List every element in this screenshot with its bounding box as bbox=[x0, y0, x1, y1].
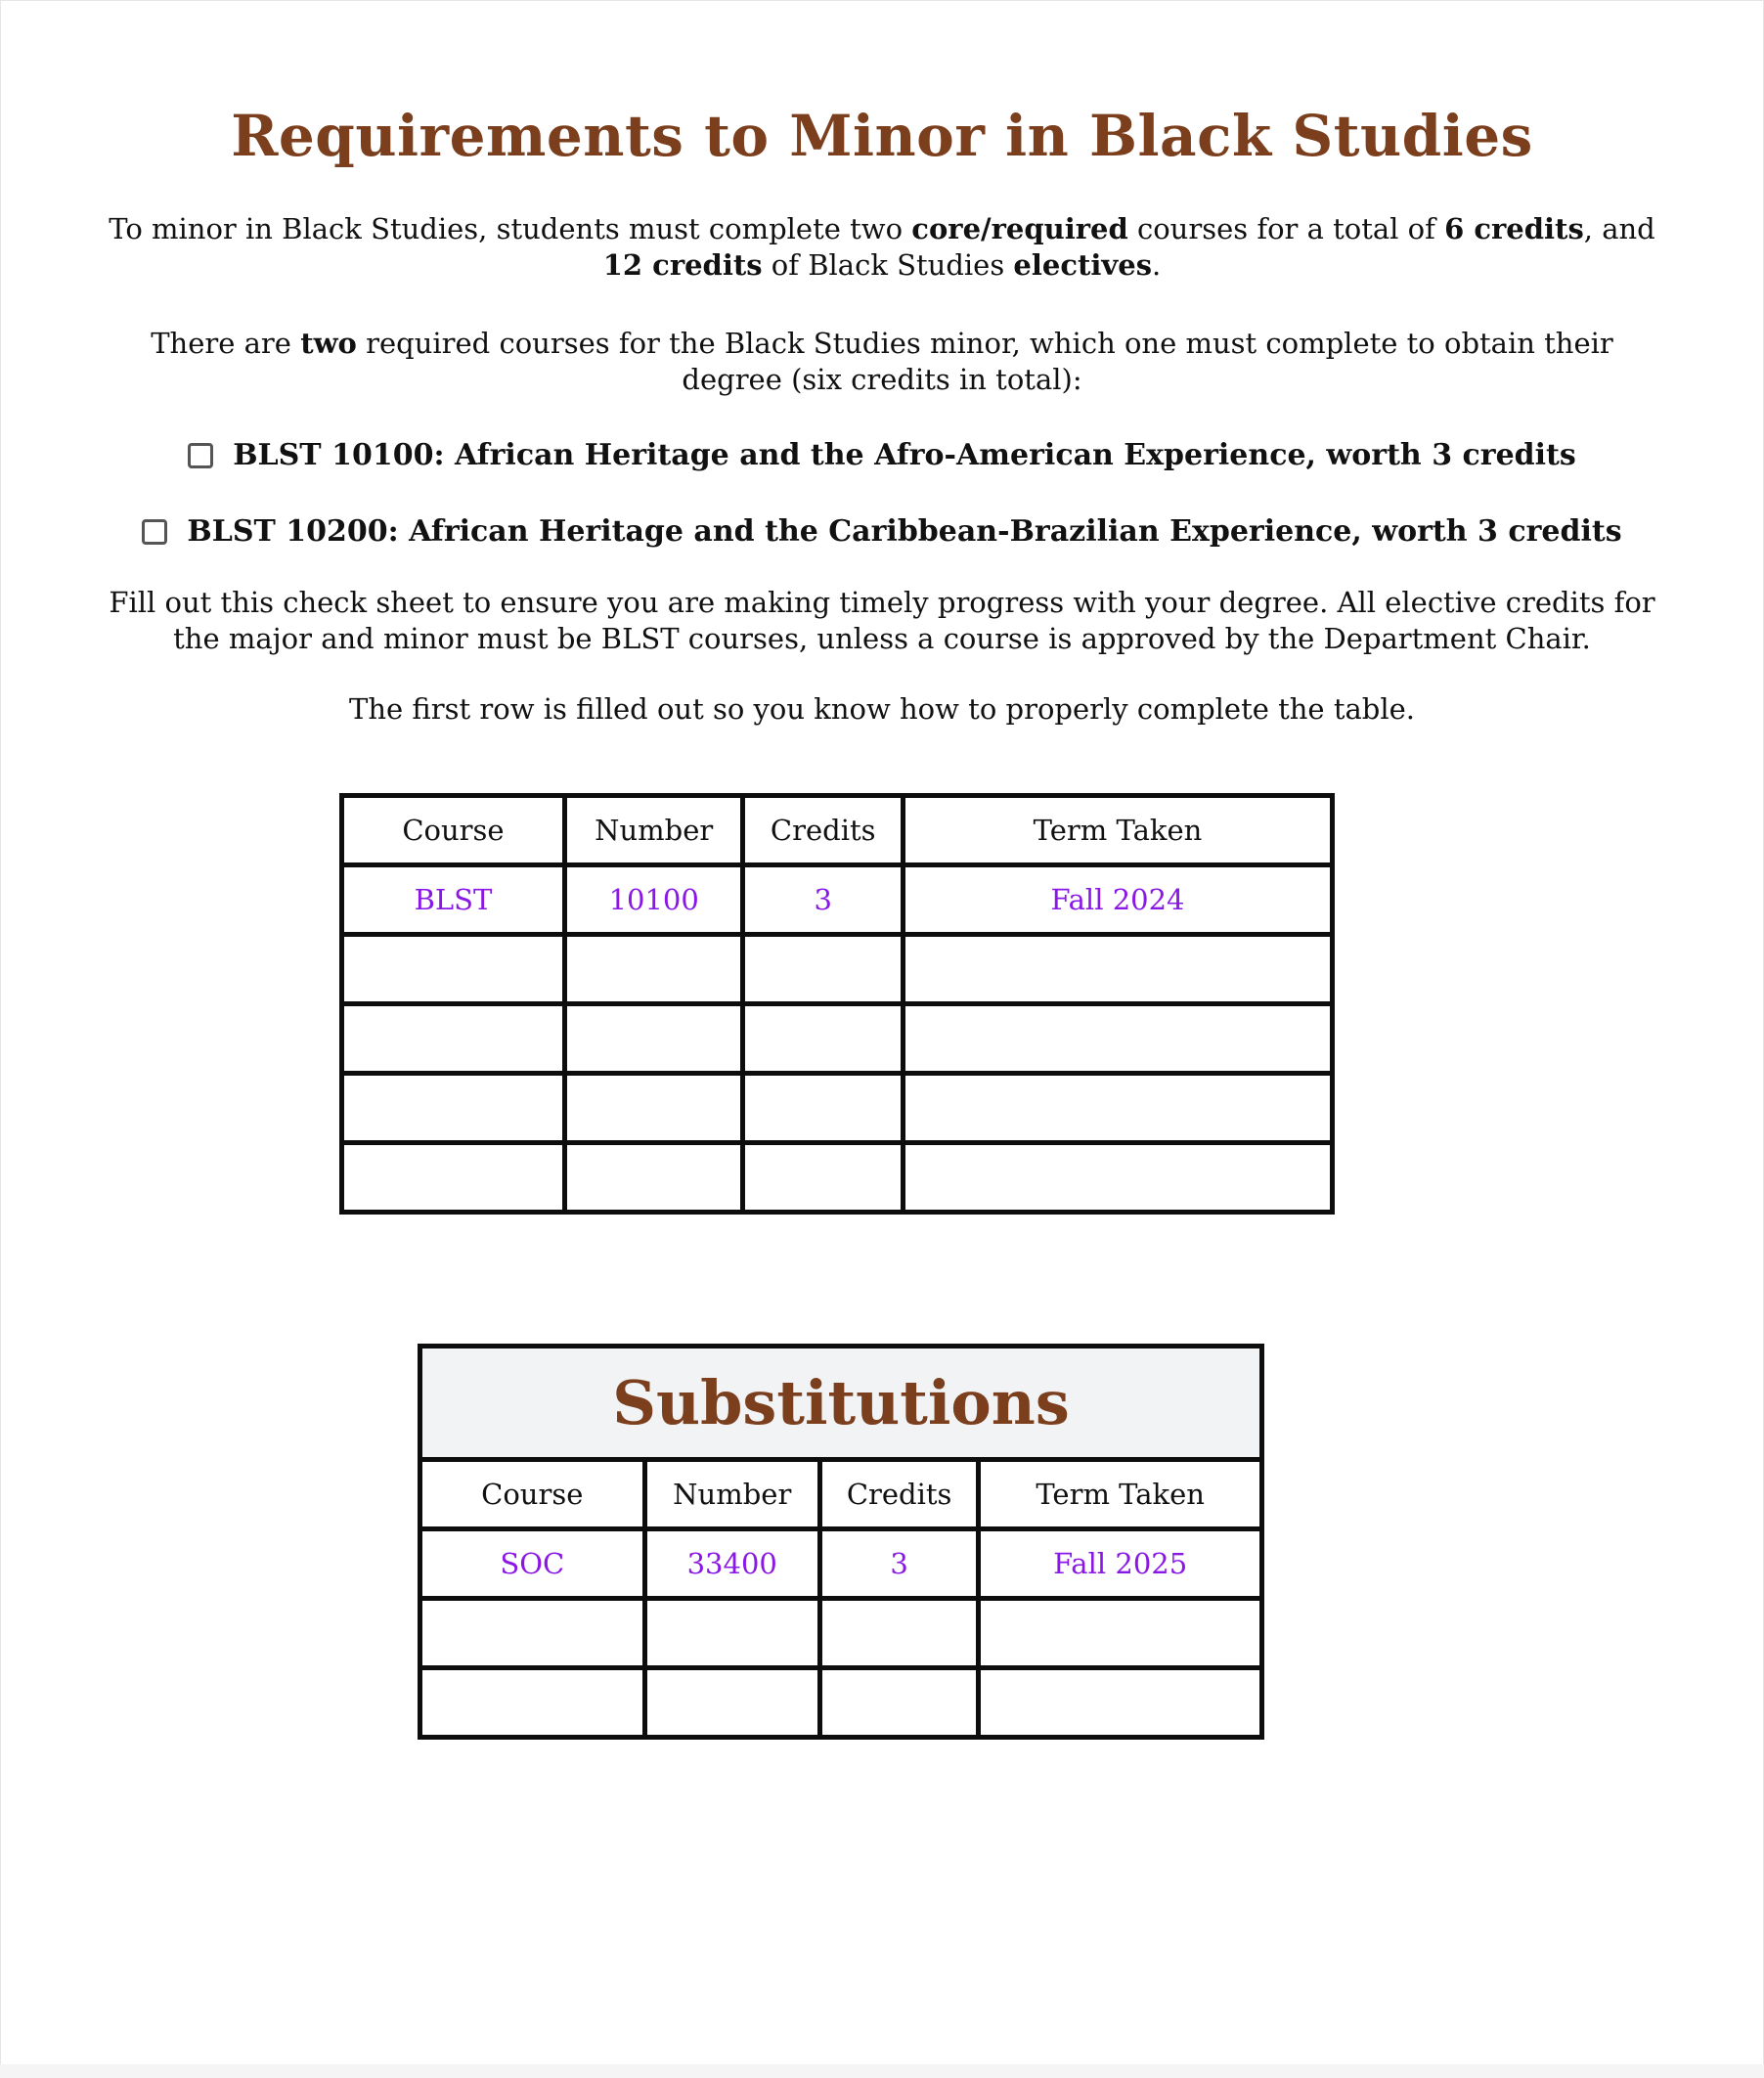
blank-cell[interactable] bbox=[564, 935, 743, 1004]
required-course-1-checkbox[interactable] bbox=[188, 443, 213, 468]
required-course-2-checkbox[interactable] bbox=[142, 519, 167, 545]
required-intro-paragraph bbox=[108, 326, 1656, 398]
subs-example-term-taken[interactable]: Fall 2025 bbox=[979, 1529, 1262, 1599]
page-title: Requirements to Minor in Black Studies bbox=[231, 103, 1533, 169]
intro-bold-core: core/required bbox=[911, 212, 1128, 245]
table-row bbox=[342, 1074, 1333, 1143]
subs-example-course[interactable]: SOC bbox=[420, 1529, 645, 1599]
table-row bbox=[420, 1668, 1262, 1738]
intro-text-1: To minor in Black Studies, students must complete two bbox=[109, 212, 912, 245]
header-term-taken: Term Taken bbox=[904, 796, 1333, 865]
required-intro-bold-two: two bbox=[300, 327, 357, 360]
table-row bbox=[342, 1004, 1333, 1074]
required-course-2-label: BLST 10200: African Heritage and the Caribbean-Brazilian Experience, worth 3 credits bbox=[187, 514, 1622, 549]
blank-cell[interactable] bbox=[420, 1599, 645, 1668]
subs-example-number[interactable]: 33400 bbox=[644, 1529, 819, 1599]
blank-cell[interactable] bbox=[743, 1074, 904, 1143]
table-row bbox=[342, 865, 1333, 935]
bottom-strip bbox=[0, 2064, 1764, 2078]
table-row bbox=[420, 1529, 1262, 1599]
substitutions-header-row bbox=[420, 1460, 1262, 1529]
intro-text-5: . bbox=[1152, 248, 1162, 282]
example-term-taken[interactable]: Fall 2024 bbox=[904, 865, 1333, 935]
blank-cell[interactable] bbox=[420, 1668, 645, 1738]
intro-text-2: courses for a total of bbox=[1127, 212, 1445, 245]
header-course: Course bbox=[342, 796, 565, 865]
header-credits: Credits bbox=[743, 796, 904, 865]
blank-cell[interactable] bbox=[904, 935, 1333, 1004]
subs-example-credits[interactable]: 3 bbox=[819, 1529, 978, 1599]
intro-bold-12-credits: 12 credits bbox=[602, 248, 763, 282]
blank-cell[interactable] bbox=[342, 935, 565, 1004]
table-row bbox=[342, 1143, 1333, 1213]
blank-cell[interactable] bbox=[743, 1143, 904, 1213]
required-course-1-label: BLST 10100: African Heritage and the Afro-American Experience, worth 3 credits bbox=[233, 438, 1576, 472]
substitutions-title: Substitutions bbox=[420, 1347, 1262, 1460]
elective-table-header-row bbox=[342, 796, 1333, 865]
table-row bbox=[342, 935, 1333, 1004]
required-intro-text-2: required courses for the Black Studies minor, which one must complete to obtain their degree (six credits in total): bbox=[356, 327, 1613, 396]
example-credits[interactable]: 3 bbox=[743, 865, 904, 935]
blank-cell[interactable] bbox=[979, 1668, 1262, 1738]
blank-cell[interactable] bbox=[743, 935, 904, 1004]
blank-cell[interactable] bbox=[904, 1074, 1333, 1143]
blank-cell[interactable] bbox=[342, 1074, 565, 1143]
intro-paragraph bbox=[108, 211, 1656, 284]
intro-text-4: of Black Studies bbox=[762, 248, 1014, 282]
subs-header-number: Number bbox=[644, 1460, 819, 1529]
blank-cell[interactable] bbox=[564, 1143, 743, 1213]
blank-cell[interactable] bbox=[564, 1004, 743, 1074]
substitutions-title-row bbox=[420, 1347, 1262, 1460]
blank-cell[interactable] bbox=[564, 1074, 743, 1143]
example-number[interactable]: 10100 bbox=[564, 865, 743, 935]
subs-header-credits: Credits bbox=[819, 1460, 978, 1529]
example-note: The first row is filled out so you know how to properly complete the table. bbox=[349, 692, 1415, 726]
intro-bold-6-credits: 6 credits bbox=[1444, 212, 1584, 245]
blank-cell[interactable] bbox=[979, 1599, 1262, 1668]
required-intro-text-1: There are bbox=[151, 327, 301, 360]
header-number: Number bbox=[564, 796, 743, 865]
intro-bold-electives: electives bbox=[1013, 248, 1153, 282]
example-course[interactable]: BLST bbox=[342, 865, 565, 935]
blank-cell[interactable] bbox=[342, 1004, 565, 1074]
blank-cell[interactable] bbox=[819, 1668, 978, 1738]
blank-cell[interactable] bbox=[644, 1668, 819, 1738]
blank-cell[interactable] bbox=[644, 1599, 819, 1668]
blank-cell[interactable] bbox=[904, 1004, 1333, 1074]
substitutions-table bbox=[418, 1344, 1264, 1740]
blank-cell[interactable] bbox=[743, 1004, 904, 1074]
subs-header-course: Course bbox=[420, 1460, 645, 1529]
blank-cell[interactable] bbox=[904, 1143, 1333, 1213]
intro-text-3: , and bbox=[1583, 212, 1655, 245]
blank-cell[interactable] bbox=[342, 1143, 565, 1213]
table-row bbox=[420, 1599, 1262, 1668]
required-course-2 bbox=[0, 514, 1764, 549]
subs-header-term-taken: Term Taken bbox=[979, 1460, 1262, 1529]
blank-cell[interactable] bbox=[819, 1599, 978, 1668]
instructions-paragraph: Fill out this check sheet to ensure you are making timely progress with your degree. All elective credits for the major and minor must be BLST courses, unless a course is approved by the Department Chair. bbox=[109, 586, 1655, 655]
required-course-1 bbox=[0, 438, 1764, 472]
elective-table bbox=[339, 793, 1335, 1215]
